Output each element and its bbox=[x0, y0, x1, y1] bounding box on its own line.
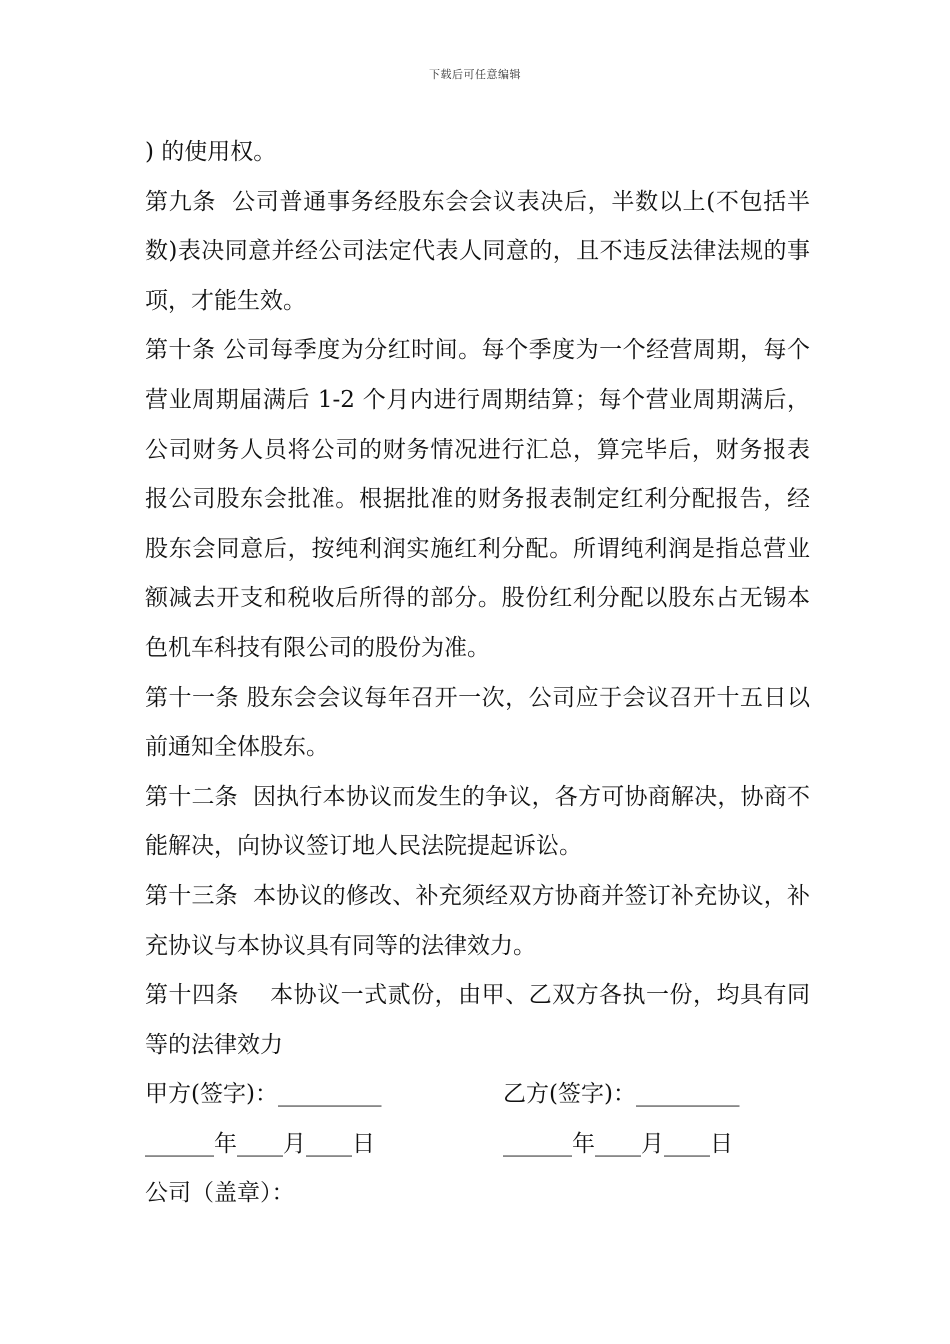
seal-row bbox=[145, 1169, 810, 1219]
party-a-date: ______年____月____日 bbox=[145, 1130, 375, 1157]
paragraph-article-14: 第十四条 本协议一式贰份，由甲、乙双方各执一份，均具有同等的法律效力 bbox=[145, 982, 810, 1058]
company-seal-label: 公司（盖章）： bbox=[145, 1180, 295, 1207]
paragraph-article-12: 第十二条 因执行本协议而发生的争议，各方可协商解决，协商不能解决，向协议签订地人民法院提起诉讼。 bbox=[145, 783, 810, 860]
paragraph-usage-right: ) 的使用权。 bbox=[145, 139, 277, 165]
document-body bbox=[145, 128, 810, 1219]
party-a-signature: 甲方(签字)：_________ bbox=[145, 1081, 382, 1108]
party-b-date: ______年____月____日 bbox=[503, 1130, 733, 1157]
signature-row bbox=[145, 1070, 810, 1120]
page-header: 下载后可任意编辑 bbox=[429, 68, 521, 81]
paragraph-article-9: 第九条 公司普通事务经股东会会议表决后，半数以上(不包括半数)表决同意并经公司法定代表人同意的，且不违反法律法规的事项，才能生效。 bbox=[145, 188, 810, 314]
paragraph-article-10: 第十条 公司每季度为分红时间。每个季度为一个经营周期，每个营业周期届满后 1-2 个月内进行周期结算；每个营业周期满后，公司财务人员将公司的财务情况进行汇总，算完毕后，财务报表报公司股东会批准。根据批准的财务报表制定红利分配报告，经股东会同意后，按纯利润实施红利分配。所谓纯利润是指总营业额减去开支和税收后所得的部分。股份红利分配以股东占无锡本色机车科技有限公司的股份为准。 bbox=[145, 337, 810, 661]
date-row bbox=[145, 1120, 810, 1170]
paragraph-article-11: 第十一条 股东会会议每年召开一次，公司应于会议召开十五日以前通知全体股东。 bbox=[145, 684, 810, 761]
paragraph-article-13: 第十三条 本协议的修改、补充须经双方协商并签订补充协议，补充协议与本协议具有同等的法律效力。 bbox=[145, 882, 810, 959]
party-b-signature: 乙方(签字)：_________ bbox=[503, 1081, 740, 1108]
